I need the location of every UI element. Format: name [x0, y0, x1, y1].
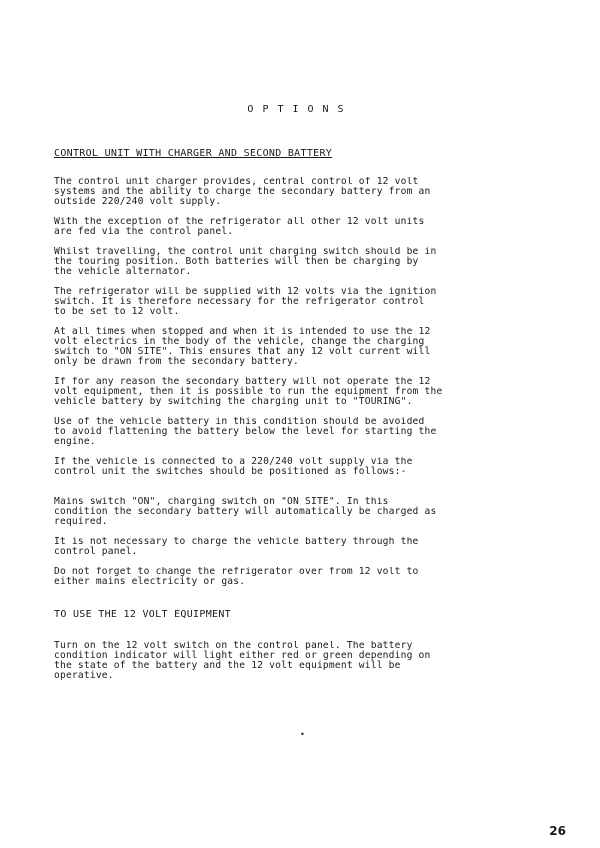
paragraph-refrigerator-supply: The refrigerator will be supplied with 12 volts via the ignition switch. It is therefore necessary for the refrigerator control to be set to 12 volt. [54, 287, 437, 317]
paragraph-turn-on-switch: Turn on the 12 volt switch on the control panel. The battery condition indicator will light either red or green depending on the state of the battery and the 12 volt equipment will be operative. [54, 641, 431, 681]
paragraph-mains-connection: If the vehicle is connected to a 220/240 volt supply via the control unit the switches should be positioned as follows:- [54, 457, 413, 477]
section-heading-control-unit: CONTROL UNIT WITH CHARGER AND SECOND BATTERY [54, 148, 333, 159]
paragraph-refrigerator-exception: With the exception of the refrigerator all other 12 volt units are fed via the control panel. [54, 217, 425, 237]
paragraph-mains-switch: Mains switch "ON", charging switch on "ON SITE". In this condition the secondary battery will automatically be charged as required. [54, 497, 437, 527]
paragraph-control-unit-charger: The control unit charger provides, central control of 12 volt systems and the ability to charge the secondary battery from an outside 220/240 volt supply. [54, 177, 431, 207]
paragraph-secondary-battery: If for any reason the secondary battery will not operate the 12 volt equipment, then it is possible to run the equipment from the vehicle battery by switching the charging unit to "TOURING". [54, 377, 443, 407]
section-heading-12-volt-equipment: TO USE THE 12 VOLT EQUIPMENT [54, 609, 231, 620]
page-title: OPTIONS [247, 104, 353, 115]
end-mark: • [300, 730, 305, 739]
paragraph-refrigerator-changeover: Do not forget to change the refrigerator over from 12 volt to either mains electricity or gas. [54, 567, 419, 587]
paragraph-vehicle-battery-use: Use of the vehicle battery in this condition should be avoided to avoid flattening the battery below the level for starting the engine. [54, 417, 437, 447]
paragraph-on-site-switch: At all times when stopped and when it is intended to use the 12 volt electrics in the body of the vehicle, change the charging switch to "ON SITE". This ensures that any 12 volt current will only be drawn from the secondary battery. [54, 327, 431, 367]
page-number: 26 [549, 824, 566, 838]
paragraph-vehicle-battery-charge: It is not necessary to charge the vehicle battery through the control panel. [54, 537, 419, 557]
paragraph-whilst-travelling: Whilst travelling, the control unit charging switch should be in the touring position. Both batteries will then be charging by the vehicle alternator. [54, 247, 437, 277]
